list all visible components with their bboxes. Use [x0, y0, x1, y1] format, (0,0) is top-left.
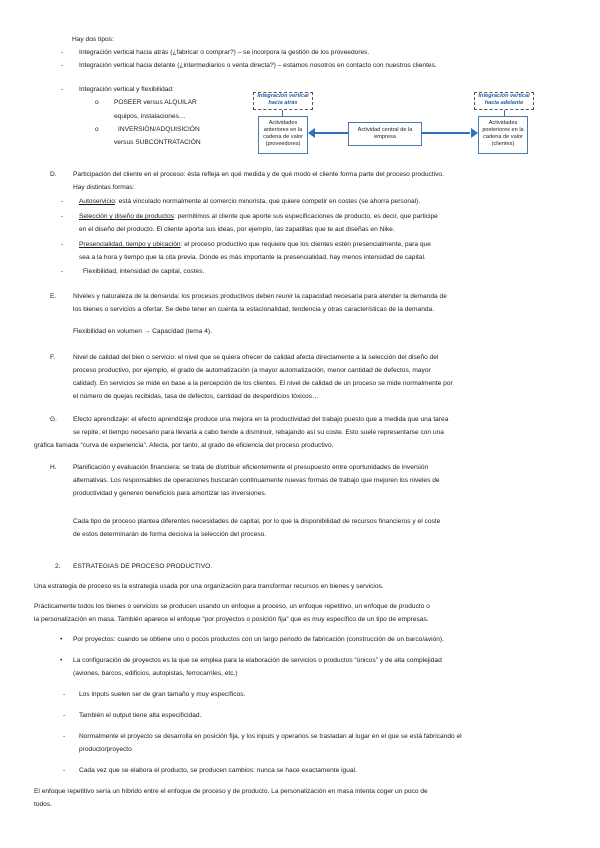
- section-g-line: gráfica llamada “curva de experiencia”. Afecta, por tanto, al grado de eficiencia del proceso productivo.: [34, 442, 334, 449]
- section-g-line: Efecto aprendizaje: el efecto aprendizaje produce una mejora en la productividad del trabajo puesto que a medida que una tarea: [73, 416, 449, 423]
- left-arrow-head: [308, 128, 315, 138]
- circle-marker: o: [95, 126, 99, 133]
- section-e-line1: Niveles y naturaleza de la demanda: los procesos productivos deben reunir la capacidad necesaria para atender la demanda de: [73, 293, 447, 300]
- term: Autoservicio: [79, 198, 115, 205]
- section-letter: F.: [50, 354, 56, 361]
- flex-sub2-a: INVERSIÓN/ADQUISICIÓN: [118, 126, 200, 133]
- intro-item-backward: Integración vertical hacia atrás (¿fabricar o comprar?) – se incorpora la gestión de los proveedores.: [79, 49, 370, 56]
- dash-marker: -: [63, 712, 66, 719]
- flex-sub2-b: versus SUBCONTRATACIÓN: [114, 139, 201, 146]
- section-2-p2: Prácticamente todos los bienes o servicios se producen usando un enfoque a proceso, un enfoque repetitivo, un enfoque de producto o: [34, 603, 430, 610]
- section-h-line: Planificación y evaluación financiera: se trata de distribuir eficientemente el presupuesto entre oportunidades de inversión: [73, 464, 429, 471]
- core-activity-box: Actividad central de la empresa: [348, 122, 422, 146]
- section-g-line: se repite, el tiempo necesario para llevarla a cabo tiende a disminuir, rebajando así su coste. Esto suele representarse con una: [73, 429, 444, 436]
- dash-item: También el output tiene alta especificidad.: [79, 712, 202, 719]
- bullet-seleccion: [79, 212, 438, 222]
- section-number: 2.: [55, 563, 61, 570]
- bullet-autoservicio: [79, 197, 420, 207]
- dash-marker: -: [61, 213, 64, 220]
- dash-marker: -: [61, 268, 64, 275]
- backward-integration-label: Integración vertical hacia atrás: [253, 92, 313, 110]
- section-letter: D.: [50, 171, 57, 178]
- text: : el proceso productivo que requiere que los clientes estén presencialmente, para que: [180, 241, 431, 248]
- section-h-para: de estos determinarán de forma decisiva la selección del proceso.: [73, 531, 267, 538]
- flex-sub1-b: equipos, instalaciones…: [114, 113, 186, 120]
- section-2-p3: El enfoque repetitivo sería un híbrido entre el enfoque de proceso y de producto. La personalización en masa intenta coger un poco de: [34, 788, 428, 795]
- flex-label: Integración vertical y flexibilidad:: [79, 86, 174, 93]
- section-2-title: ESTRATEGIAS DE PROCESO PRODUCTIVO.: [73, 563, 213, 570]
- bullet-flexibilidad: Flexibilidad, intensidad de capital, costes.: [83, 268, 205, 275]
- text: : está vinculado normalmente al comercio minorista, que quiere competir en costes (se ahorra personal).: [114, 198, 421, 205]
- dash-item: Normalmente el proyecto se desarrolla en posición fija, y los inputs y operarios se trasladan al lugar en el que se está fabricando el: [79, 733, 462, 740]
- section-letter: H.: [50, 464, 57, 471]
- dash-item: Cada vez que se elabora el producto, se producen cambios: nunca se hace exactamente igual.: [79, 767, 357, 774]
- dash-marker: -: [63, 733, 66, 740]
- section-f-line: Nivel de calidad del bien o servicio: el nivel que se quiera ofrecer de calidad afecta directamente a la selección del diseño del: [73, 354, 439, 361]
- bullet-configuracion: La configuración de proyectos es la que se emplea para la elaboración de servicios o productos “únicos” y de alta complejidad: [73, 657, 442, 664]
- bullet-marker: •: [60, 657, 63, 664]
- section-h-para: Cada tipo de proceso plantea diferentes necesidades de capital, por lo que la disponibilidad de recursos financieros y el coste: [73, 518, 441, 525]
- section-d-line1: Participación del cliente en el proceso: ésta refleja en qué medida y de qué modo el cliente forma parte del proceso productivo.: [73, 171, 444, 178]
- downstream-activities-box: Actividades posteriores en la cadena de valor (clientes): [478, 116, 528, 154]
- section-d-line2: Hay distintas formas:: [73, 184, 135, 191]
- section-f-line: proceso productivo, por ejemplo, el grado de automatización (a mayor automatización, menor cantidad de defectos, mayor: [73, 367, 431, 374]
- bullet-configuracion: (aviones, barcos, edificios, autopistas, ferrocarriles, etc.): [73, 670, 238, 677]
- dash-item: Los inputs suelen ser de gran tamaño y muy específicos.: [79, 691, 246, 698]
- dash-marker: -: [63, 691, 66, 698]
- upstream-activities-box: Actividades anteriores en la cadena de valor (proveedores): [258, 116, 308, 154]
- dash-marker: -: [61, 49, 64, 56]
- dash-marker: -: [61, 241, 64, 248]
- dash-marker: -: [63, 767, 66, 774]
- section-2-p3: todos.: [34, 801, 52, 808]
- intro-item-forward: Integración vertical hacia delante (¿intermediarios o venta directa?) – estamos nosotros en contacto con nuestros clientes.: [79, 62, 437, 69]
- dash-item: producto/proyecto: [79, 746, 132, 753]
- flex-sub1-a: POSEER versus ALQUILAR: [114, 99, 197, 106]
- section-e-line3: Flexibilidad en volumen → Capacidad (tema 4).: [73, 328, 212, 335]
- intro-heading: Hay dos tipos:: [72, 36, 114, 43]
- forward-integration-label: Integración vertical hacia adelante: [474, 92, 534, 110]
- bullet-marker: •: [60, 636, 63, 643]
- section-f-line: calidad). En servicios se mide en base a la percepción de los clientes. El nivel de calidad de un proceso se mide normalmente por: [73, 380, 453, 387]
- section-h-line: alternativas. Los responsables de operaciones buscarán continuamente nuevas formas de trabajo que mejoren los niveles de: [73, 477, 440, 484]
- dash-marker: -: [61, 62, 64, 69]
- section-f-line: el número de quejas recibidas, tasa de defectos, cantidad de desperdicios tóxicos…: [73, 393, 319, 400]
- bullet-seleccion-line2: en el diseño del producto. El cliente aporta sus ideas, por ejemplo, las zapatillas que te aut diseñas en Nike.: [79, 226, 395, 233]
- bullet-presencialidad-line2: sea a la hora y tiempo que la cita previa. Donde es más importante la presencialidad, hay menos intensidad de capital.: [79, 254, 426, 261]
- section-e-line2: los bienes o servicios a ofertar. Se debe tener en cuenta la estacionalidad, tendencia y otras características de la demanda.: [73, 306, 435, 313]
- section-2-p2: la personalización en masa. También aparece el enfoque “por proyectos o posición fija” que es muy específico de un tipo de empresas.: [34, 616, 429, 623]
- circle-marker: o: [95, 99, 99, 106]
- term: Selección y diseño de productos: [79, 213, 174, 220]
- section-2-p1: Una estrategia de proceso es la estrategia usada por una organización para transformar recursos en bienes y servicios.: [34, 583, 384, 590]
- section-letter: E.: [50, 293, 57, 300]
- section-letter: G.: [50, 416, 57, 423]
- bullet-proyectos: Por proyectos: cuando se obtiene uno o pocos productos con un largo periodo de fabricación (construcción de un barco/avión).: [73, 636, 444, 643]
- dash-marker: -: [61, 198, 64, 205]
- arrow-connectors: [300, 126, 486, 140]
- section-h-line: productividad y generen beneficios para amortizar las inversiones.: [73, 490, 267, 497]
- text: : permitimos al cliente que aporte sus especificaciones de producto, es decir, que participe: [173, 213, 438, 220]
- term: Presencialidad, tiempo y ubicación: [79, 241, 181, 248]
- dash-marker: -: [61, 86, 64, 93]
- right-arrow-head: [471, 128, 478, 138]
- bullet-presencialidad: [79, 240, 431, 250]
